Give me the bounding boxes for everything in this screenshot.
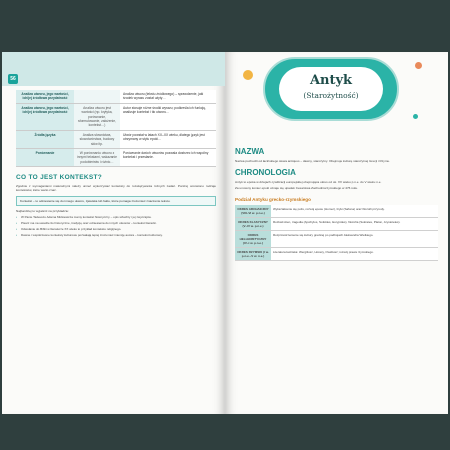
period-description: Wykształcenie się polis, rozwój eposu (Homer), liryki (Safona) oraz filozofii przyrody. — [271, 205, 438, 218]
list-item: • W Panie Tadeuszu Adama Mickiewicza mamy kontekst historyczny – opis szlachty i jej zwyczajów. — [16, 215, 216, 219]
page-title: Antyk — [309, 73, 353, 88]
period-description: Rozprzestrzenienie się kultury greckiej po podbojach Aleksandra Wielkiego. — [271, 230, 438, 247]
table-cell-text: Porównanie dwóch utworów pozwala dostrzec ich wspólny kontekst i przesłanie. — [120, 149, 216, 167]
decorative-dot — [413, 114, 418, 119]
left-content — [16, 90, 216, 239]
intro-paragraph: Zgodnie z wymaganiami maturalnymi należy umieć wykorzystać konteksty do rozwiązywania różnych zadań. Poniżej omówiono rodzaje kontekstów, które warto znać. — [16, 184, 216, 193]
title-badge — [263, 57, 399, 121]
table-row — [235, 205, 438, 218]
context-list — [16, 215, 216, 237]
table-cell-label: Porównanie — [16, 149, 74, 167]
table-cell-middle: Analiza utworu jest wartości (np. krytyka, porównanie, sformułowanie, założenie, kontekst…) — [74, 103, 120, 130]
table-cell-label: Analiza utworu, jego wartości, ich/jej źródłowa przydatność — [16, 103, 74, 130]
list-item: • Dawne i współczesne konteksty kulturowe pozwalają lepiej zrozumieć intencję autora – kontekst kulturowy. — [16, 233, 216, 237]
table-cell-middle: Analiza słownictwa, słowotwórstwa, budowy słów itp. — [74, 130, 120, 148]
chronologia-text: Za umowny koniec epoki uznaje się upadek Cesarstwa Zachodniorzymskiego w 476 roku. — [235, 186, 359, 191]
list-item: • Pisarz ma na uwadze tło historyczne, tradycję oraz odniesienia do innych utworów – kontekst literacki. — [16, 221, 216, 225]
left-page — [2, 52, 225, 414]
table-cell-text: Analiza utworu (tekstu źródłowego) – sprawdzenie, jaki środek wyrazu został użyty… — [120, 90, 216, 103]
table-row — [16, 130, 216, 148]
decorative-dot — [415, 62, 422, 69]
period-label: OKRES KLASYCZNY (V–IV w. p.n.e.) — [235, 217, 271, 230]
right-content — [235, 142, 438, 261]
chronologia-text: Antyk to epoka w dziejach cywilizacji europejskiej obejmująca okres od ok. XX wieku p.n.e. do V wieku n.e. — [235, 180, 382, 185]
table-row — [235, 230, 438, 247]
right-page — [225, 52, 448, 414]
heading-chronologia: CHRONOLOGIA — [235, 168, 296, 178]
table-row — [16, 90, 216, 103]
period-description: Rozkwit Aten, tragedia (Ajschylos, Sofokles, Eurypides), filozofia (Sokrates, Platon, Arystoteles). — [271, 217, 438, 230]
page-subtitle: (Starożytność) — [303, 91, 359, 100]
list-intro: Najbardziej to wyjaśnić na przykładzie: — [16, 208, 69, 213]
table-cell-middle — [74, 90, 120, 103]
nazwa-text: Nazwa pochodzi od łacińskiego słowa antiquus – dawny, starożytny. Obejmuje kulturę starożytnej Grecji i Rzymu. — [235, 159, 390, 163]
periods-table — [235, 205, 438, 262]
table-cell-label: Analiza utworu, jego wartości, ich/jej źródłowa przydatność — [16, 90, 74, 103]
page-number: 56 — [8, 74, 18, 84]
decorative-dot — [243, 70, 253, 80]
table-cell-middle: W porównaniu utworu z innymi tekstami, wskazanie podobieństw i różnic… — [74, 149, 120, 167]
table-cell-text: Utwór powstał w latach XX–XX wieku, dlatego język jest utrzymany w stylu epoki… — [120, 130, 216, 148]
table-row — [235, 217, 438, 230]
left-top-band — [2, 52, 225, 86]
table-row — [16, 103, 216, 130]
book-spread — [0, 52, 450, 414]
heading-podzial: Podział Antyku grecko-rzymskiego — [235, 196, 311, 202]
definition-box: Kontekst – to odniesienie się do innego utworu, zjawiska lub faktu, które pomaga zrozumieć znaczenie tekstu. — [16, 196, 216, 206]
table-cell-text: Autor stosuje różne środki wyrazu; podkreśla ich funkcję, analizuje kontekst i tło utworu… — [120, 103, 216, 130]
list-item: • Odwołanie do Biblii w literaturze XX wieku to przykład kontekstu religijnego. — [16, 227, 216, 231]
period-description: Literatura łacińska: Wergiliusz, Horacy, Owidiusz; rozwój prawa rzymskiego. — [271, 248, 438, 261]
title-inner — [279, 67, 383, 111]
period-label: OKRES RZYMSKI (I w. p.n.e.–V w. n.e.) — [235, 248, 271, 261]
table-row — [235, 248, 438, 261]
table-row — [16, 149, 216, 167]
period-label: OKRES ARCHAICZNY (VIII–VI w. p.n.e.) — [235, 205, 271, 218]
section-title: CO TO JEST KONTEKST? — [16, 174, 103, 182]
table-cell-label: Źródła języka — [16, 130, 74, 148]
period-label: OKRES HELLENISTYCZNY (IV–I w. p.n.e.) — [235, 230, 271, 247]
analysis-table — [16, 90, 216, 167]
heading-nazwa: NAZWA — [235, 147, 265, 156]
